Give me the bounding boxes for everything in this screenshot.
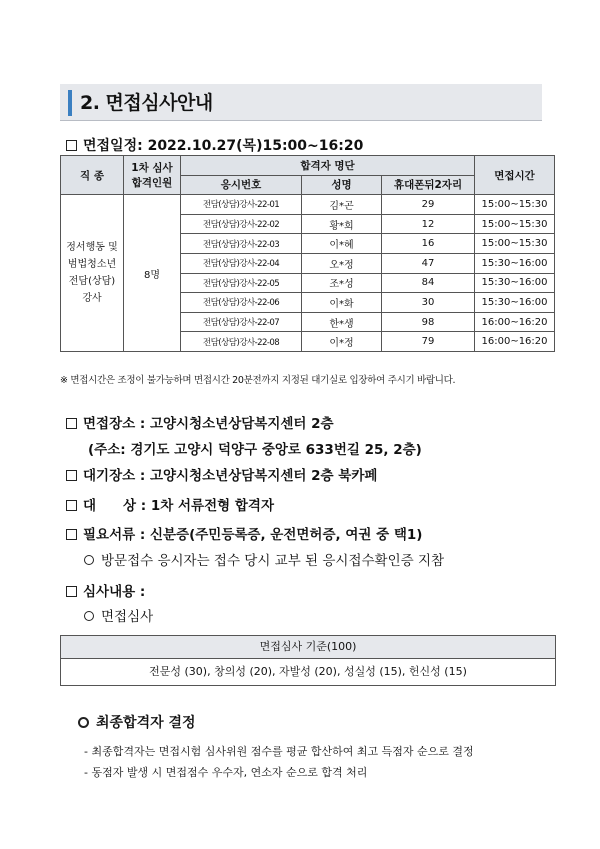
circle-bullet-icon <box>78 717 89 728</box>
circle-bullet-icon <box>84 611 94 621</box>
phone-cell: 29 <box>382 195 475 215</box>
time-cell: 16:00~16:20 <box>475 332 555 352</box>
section-accent-bar <box>68 90 72 116</box>
time-cell: 15:30~16:00 <box>475 253 555 273</box>
app-no-cell: 전담(상담)강사-22-08 <box>181 332 302 352</box>
section-header <box>60 84 542 121</box>
app-no-cell: 전담(상담)강사-22-03 <box>181 234 302 254</box>
table-row <box>61 195 555 215</box>
circle-bullet-icon <box>84 555 94 565</box>
name-cell: 이*화 <box>302 293 382 313</box>
header-list: 합격자 명단 <box>181 156 475 176</box>
time-cell: 15:30~16:00 <box>475 293 555 313</box>
app-no-cell: 전담(상담)강사-22-06 <box>181 293 302 313</box>
phone-cell: 16 <box>382 234 475 254</box>
phone-cell: 12 <box>382 214 475 234</box>
checkbox-bullet-icon <box>66 500 77 511</box>
name-cell: 이*혜 <box>302 234 382 254</box>
header-name: 성명 <box>302 175 382 195</box>
checkbox-bullet-icon <box>66 418 77 429</box>
schedule-table <box>60 155 555 352</box>
checkbox-bullet-icon <box>66 140 77 151</box>
header-position: 직 종 <box>61 156 124 195</box>
app-no-cell: 전담(상담)강사-22-07 <box>181 312 302 332</box>
venue-line: 면접장소 : 고양시청소년상담복지센터 2층 <box>66 412 334 432</box>
header-app-no: 응시번호 <box>181 175 302 195</box>
final-item-1: - 최종합격자는 면접시험 심사위원 점수를 평균 합산하여 최고 득점자 순으로 결정 <box>84 745 474 758</box>
phone-cell: 84 <box>382 273 475 293</box>
name-cell: 한*생 <box>302 312 382 332</box>
docs-sub-line: 방문접수 응시자는 접수 당시 교부 된 응시접수확인증 지참 <box>84 549 444 569</box>
name-cell: 황*희 <box>302 214 382 234</box>
phone-cell: 79 <box>382 332 475 352</box>
app-no-cell: 전담(상담)강사-22-01 <box>181 195 302 215</box>
interview-date-line <box>66 135 363 155</box>
app-no-cell: 전담(상담)강사-22-04 <box>181 253 302 273</box>
notice-text: ※ 면접시간은 조정이 불가능하며 면접시간 20분전까지 지정된 대기실로 입장하여 주시기 바랍니다. <box>60 375 456 386</box>
target-line: 대 상 : 1차 서류전형 합격자 <box>66 494 274 514</box>
position-cell: 정서행동 및 범법청소년 전담(상담) 강사 <box>61 195 124 352</box>
date-label: 면접일정: <box>83 138 148 154</box>
phone-cell: 30 <box>382 293 475 313</box>
final-item-2: - 동점자 발생 시 면접점수 우수자, 연소자 순으로 합격 처리 <box>84 766 368 779</box>
app-no-cell: 전담(상담)강사-22-02 <box>181 214 302 234</box>
time-cell: 15:30~16:00 <box>475 273 555 293</box>
name-cell: 이*정 <box>302 332 382 352</box>
time-cell: 15:00~15:30 <box>475 214 555 234</box>
header-phone: 휴대폰뒤2자리 <box>382 175 475 195</box>
name-cell: 김*곤 <box>302 195 382 215</box>
app-no-cell: 전담(상담)강사-22-05 <box>181 273 302 293</box>
phone-cell: 47 <box>382 253 475 273</box>
date-value: 2022.10.27(목)15:00~16:20 <box>147 138 364 154</box>
criteria-box <box>60 635 556 686</box>
checkbox-bullet-icon <box>66 529 77 540</box>
criteria-header: 면접심사 기준(100) <box>61 636 555 659</box>
name-cell: 조*성 <box>302 273 382 293</box>
time-cell: 15:00~15:30 <box>475 234 555 254</box>
address-line: (주소: 경기도 고양시 덕양구 중앙로 633번길 25, 2층) <box>88 442 422 458</box>
passers-cell: 8명 <box>124 195 181 352</box>
content-line: 심사내용 : <box>66 580 145 600</box>
time-cell: 16:00~16:20 <box>475 312 555 332</box>
docs-line: 필요서류 : 신분증(주민등록증, 운전면허증, 여권 중 택1) <box>66 523 422 543</box>
header-time: 면접시간 <box>475 156 555 195</box>
phone-cell: 98 <box>382 312 475 332</box>
checkbox-bullet-icon <box>66 470 77 481</box>
criteria-body: 전문성 (30), 창의성 (20), 자발성 (20), 성실성 (15), 헌신성 (15) <box>149 665 467 678</box>
content-sub-line: 면접심사 <box>84 605 153 625</box>
waiting-line: 대기장소 : 고양시청소년상담복지센터 2층 북카페 <box>66 464 377 484</box>
name-cell: 오*정 <box>302 253 382 273</box>
time-cell: 15:00~15:30 <box>475 195 555 215</box>
header-passers: 1차 심사 합격인원 <box>124 156 181 195</box>
section-title: 2. 면접심사안내 <box>80 92 213 114</box>
final-title-line: 최종합격자 결정 <box>78 712 196 732</box>
checkbox-bullet-icon <box>66 586 77 597</box>
